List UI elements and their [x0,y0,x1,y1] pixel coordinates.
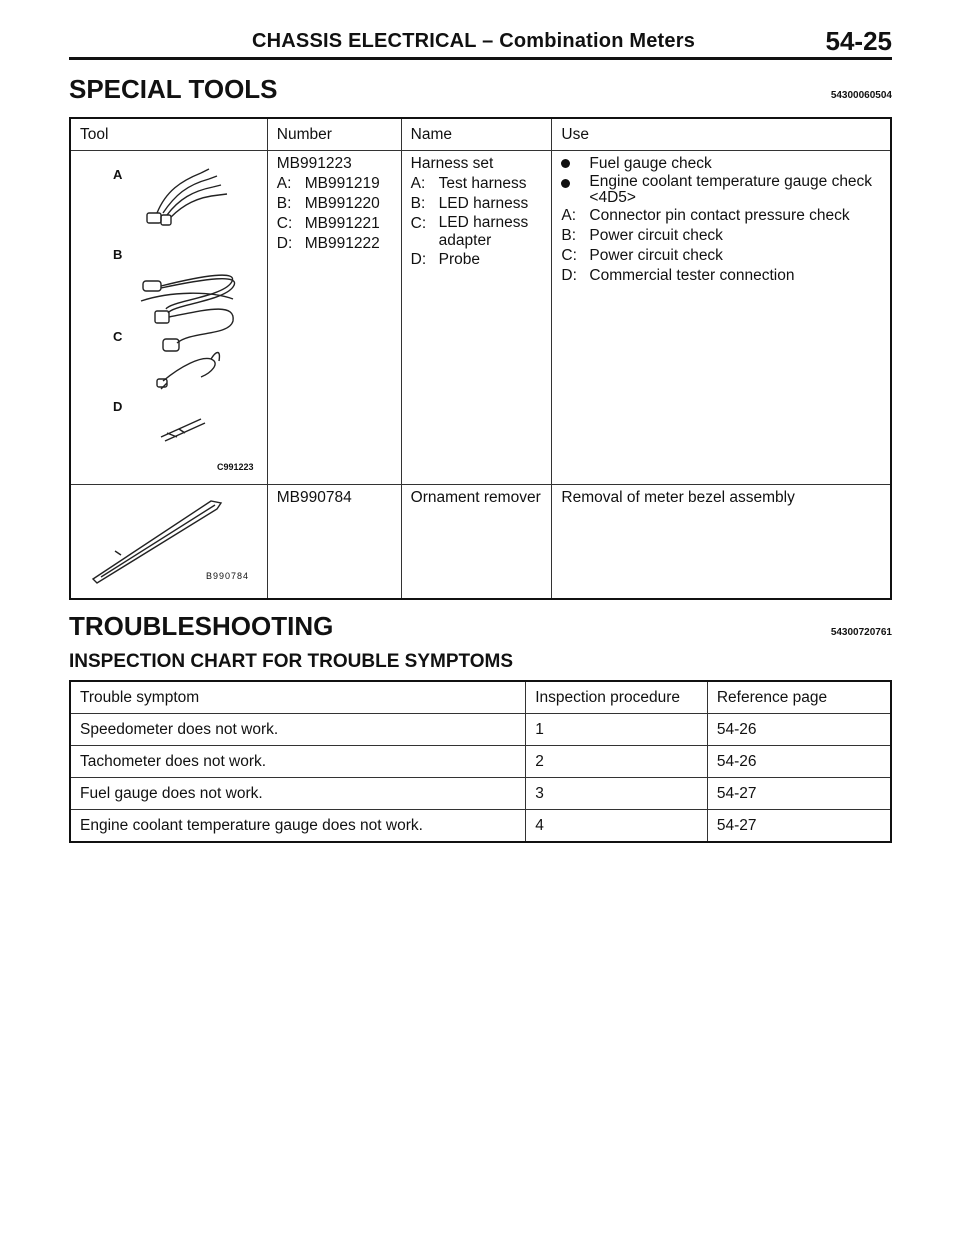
reference-page-cell: 54-26 [707,746,891,778]
list-item: C: LED harness adapter [410,214,529,249]
special-tools-table [69,117,892,600]
tool-letter-c: C [113,329,123,344]
page-header [69,28,892,58]
column-header: Trouble symptom [70,681,526,714]
procedure-cell: 1 [526,714,708,746]
list-item: C: MB991221 [276,215,380,232]
column-header: Name [401,118,552,151]
reference-page-cell: 54-26 [707,714,891,746]
symptom-cell: Tachometer does not work. [70,746,526,778]
image-code: C991223 [217,462,254,472]
table-row [70,485,891,600]
procedure-cell: 4 [526,810,708,843]
column-header: Inspection procedure [526,681,708,714]
tool-number-main: MB991223 [276,155,352,172]
tool-letter-d: D [113,399,123,414]
list-item: D: Commercial tester connection [561,267,795,284]
special-tools-code: 54300060504 [830,90,892,101]
tool-letter-b: B [113,247,123,262]
list-item: Engine coolant temperature gauge check <4D5> [561,174,884,206]
header-title: CHASSIS ELECTRICAL – Combination Meters [252,30,696,52]
tool-image-cell [70,485,267,600]
column-header: Use [552,118,891,151]
column-header: Reference page [707,681,891,714]
list-item: A: Connector pin contact pressure check [561,207,850,224]
list-item: B: MB991220 [276,195,380,212]
list-item: D: MB991222 [276,235,380,252]
trouble-symptoms-table [69,680,892,843]
harness-drawing [71,151,269,484]
list-item: B: Power circuit check [561,227,723,244]
list-item: D: Probe [410,251,481,268]
header-rule [69,57,892,60]
ornament-remover-illustration [71,485,267,598]
reference-page-cell: 54-27 [707,778,891,810]
reference-page-cell: 54-27 [707,810,891,843]
list-item: C: Power circuit check [561,247,723,264]
tool-number-cell: MB990784 [267,485,401,600]
inspection-chart-title: INSPECTION CHART FOR TROUBLE SYMPTOMS [69,651,514,672]
table-row [70,151,891,485]
tool-name-cell: Ornament remover [401,485,552,600]
symptom-cell: Fuel gauge does not work. [70,778,526,810]
bullet-icon [561,179,570,188]
table-row [70,714,891,746]
table-header-row [70,681,891,714]
tool-number-cell [267,151,401,485]
bullet-icon [561,159,570,168]
tool-name-main: Harness set [410,155,494,172]
table-header-row [70,118,891,151]
tool-letter-a: A [113,167,123,182]
list-item: Fuel gauge check [561,154,884,174]
special-tools-title: SPECIAL TOOLS [69,74,278,104]
column-header: Number [267,118,401,151]
table-row [70,746,891,778]
table-row [70,778,891,810]
tool-use-cell: Removal of meter bezel assembly [552,485,891,600]
harness-set-illustration [71,151,267,484]
troubleshooting-title: TROUBLESHOOTING [69,611,334,641]
tool-use-cell [552,151,891,485]
symptom-cell: Engine coolant temperature gauge does not work. [70,810,526,843]
column-header: Tool [70,118,267,151]
ornament-remover-drawing [71,485,269,598]
procedure-cell: 3 [526,778,708,810]
tool-image-cell [70,151,267,485]
troubleshooting-code: 54300720761 [830,627,892,638]
list-item: A: Test harness [410,175,527,192]
symptom-cell: Speedometer does not work. [70,714,526,746]
table-row [70,810,891,843]
list-item: B: LED harness [410,195,529,212]
procedure-cell: 2 [526,746,708,778]
tool-name-cell [401,151,552,485]
list-item: A: MB991219 [276,175,380,192]
page-number: 54-25 [825,26,892,56]
image-code: B990784 [206,571,250,581]
